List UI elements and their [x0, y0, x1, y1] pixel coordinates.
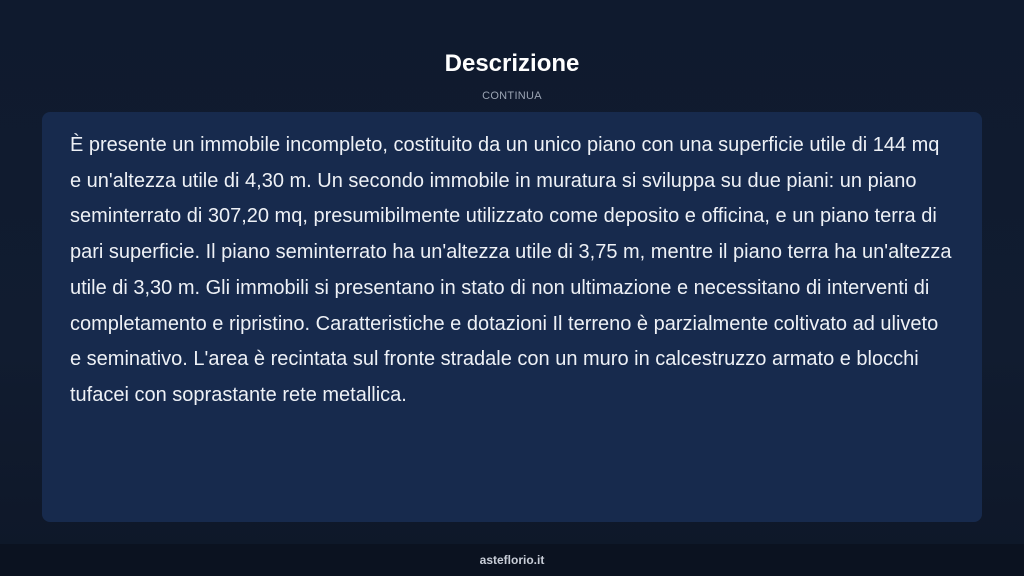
footer-bar	[0, 544, 1024, 576]
page-subtitle: CONTINUA	[482, 90, 542, 102]
page-title: Descrizione	[444, 50, 580, 77]
description-text: È presente un immobile incompleto, costituito da un unico piano con una superficie utile di 144 mq e un'altezza utile di 4,30 m. Un secondo immobile in muratura si sviluppa su due piani: un piano seminterrato di 307,20 mq, presumibilmente utilizzato come deposito e officina, e un piano terra di pari superficie. Il piano seminterrato ha un'altezza utile di 3,75 m, mentre il piano terra ha un'altezza utile di 3,30 m. Gli immobili si presentano in stato di non ultimazione e necessitano di interventi di completamento e ripristino. Caratteristiche e dotazioni Il terreno è parzialmente coltivato ad uliveto e seminativo. L'area è recintata sul fronte stradale con un muro in calcestruzzo armato e blocchi tufacei con soprastante rete metallica.	[70, 134, 952, 406]
footer-site: asteflorio.it	[479, 553, 545, 567]
description-card	[42, 112, 982, 522]
